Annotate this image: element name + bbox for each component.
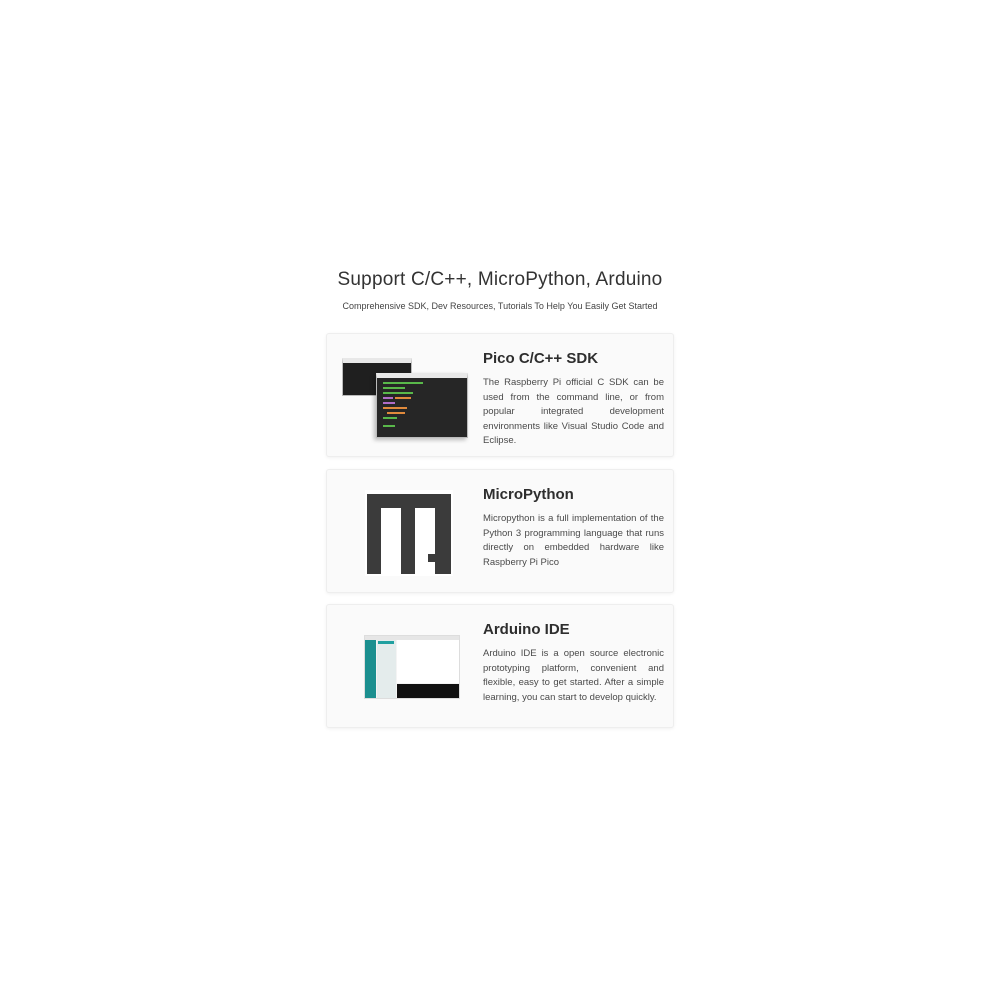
card-description: Arduino IDE is a open source electronic prototyping platform, convenient and flexible, easy to get started. After a simple learning, you can start to develop quickly. xyxy=(483,648,664,703)
micropython-logo-icon xyxy=(365,490,453,576)
page-subtitle: Comprehensive SDK, Dev Resources, Tutorials To Help You Easily Get Started xyxy=(342,301,658,311)
card-title: MicroPython xyxy=(483,486,574,503)
arduino-ide-screenshot-icon xyxy=(364,635,460,699)
terminal-window-front xyxy=(376,373,468,438)
card-title: Arduino IDE xyxy=(483,621,570,638)
card-title: Pico C/C++ SDK xyxy=(483,350,599,367)
page-title: Support C/C++, MicroPython, Arduino xyxy=(337,269,663,290)
ide-window xyxy=(364,635,460,699)
feature-card-arduino xyxy=(326,604,674,728)
terminal-code-icon xyxy=(342,358,468,438)
feature-card-sdk xyxy=(326,333,674,457)
card-description: The Raspberry Pi official C SDK can be used from the command line, or from popular integrated development environments like Visual Studio Code and Eclipse. xyxy=(483,377,664,446)
card-description: Micropython is a full implementation of the Python 3 programming language that runs directly on embedded hardware like Raspberry Pi Pico xyxy=(483,513,664,568)
feature-card-micropython xyxy=(326,469,674,593)
